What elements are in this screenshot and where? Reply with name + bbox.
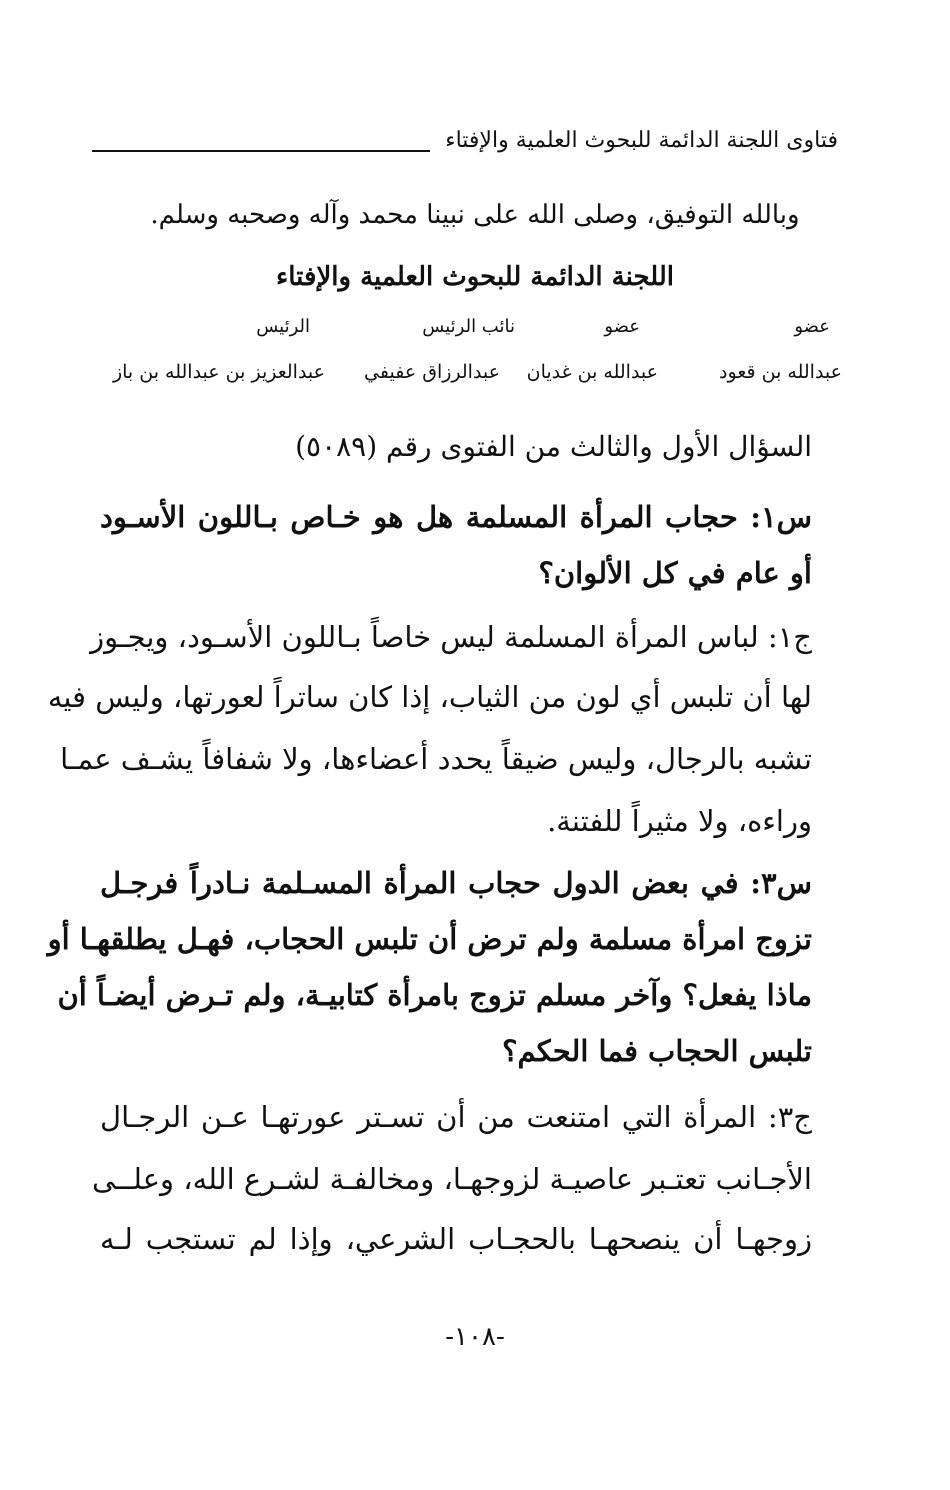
- signatory-name: عبدالله بن غديان: [526, 361, 658, 383]
- signatory-role: نائب الرئيس: [422, 316, 515, 337]
- signatory-role: عضو: [794, 316, 830, 337]
- question-1-line: س١: حجاب المرأة المسلمة هل هو خـاص بـاللون الأسـود: [100, 500, 812, 534]
- committee-title: اللجنة الدائمة للبحوث العلمية والإفتاء: [276, 262, 674, 292]
- question-3-line: تزوج امرأة مسلمة ولم ترض أن تلبس الحجاب، فهـل يطلقهـا أو: [47, 922, 812, 956]
- question-3-line: تلبس الحجاب فما الحكم؟: [502, 1034, 812, 1068]
- question-3-line: س٣: في بعض الدول حجاب المرأة المسـلمة نـادراً فرجـل: [100, 866, 812, 900]
- header-rule: [92, 150, 430, 152]
- page-number: -١٠٨-: [445, 1322, 505, 1352]
- running-header-title: فتاوى اللجنة الدائمة للبحوث العلمية والإفتاء: [445, 128, 838, 153]
- answer-3-line: زوجهـا أن ينصحهـا بالحجـاب الشرعي، وإذا لم تستجب لـه: [100, 1222, 812, 1256]
- signatory-role: الرئيس: [256, 316, 310, 337]
- closing-formula: وبالله التوفيق، وصلى الله على نبينا محمد وآله وصحبه وسلم.: [150, 200, 800, 230]
- answer-1-line: لها أن تلبس أي لون من الثياب، إذا كان ساتراً لعورتها، وليس فيه: [47, 680, 812, 714]
- signatory-role: عضو: [604, 316, 640, 337]
- question-3-line: ماذا يفعل؟ وآخر مسلم تزوج بامرأة كتابيـة، ولم تـرض أيضـاً أن: [57, 978, 812, 1012]
- answer-1-line: وراءه، ولا مثيراً للفتنة.: [547, 804, 812, 838]
- signatory-name: عبدالعزيز بن عبدالله بن باز: [112, 361, 325, 383]
- signatory-name: عبدالله بن قعود: [719, 361, 842, 383]
- question-1-line: أو عام في كل الألوان؟: [538, 556, 812, 590]
- fatwa-reference: السؤال الأول والثالث من الفتوى رقم (٥٠٨٩): [295, 430, 812, 463]
- answer-1-line: ج١: لباس المرأة المسلمة ليس خاصاً بـاللون الأسـود، ويجـوز: [90, 620, 812, 654]
- answer-1-line: تشبه بالرجال، وليس ضيقاً يحدد أعضاءها، ولا شفافاً يشـف عمـا: [60, 742, 812, 776]
- signatory-name: عبدالرزاق عفيفي: [364, 361, 500, 383]
- answer-3-line: الأجـانب تعتـبر عاصيـة لزوجهـا، ومخالفـة لشـرع الله، وعلــى: [91, 1162, 812, 1196]
- answer-3-line: ج٣: المرأة التي امتنعت من أن تسـتر عورتهـا عـن الرجـال: [100, 1100, 812, 1134]
- signatory-roles-row: [100, 316, 830, 346]
- signatory-names-row: [100, 361, 842, 391]
